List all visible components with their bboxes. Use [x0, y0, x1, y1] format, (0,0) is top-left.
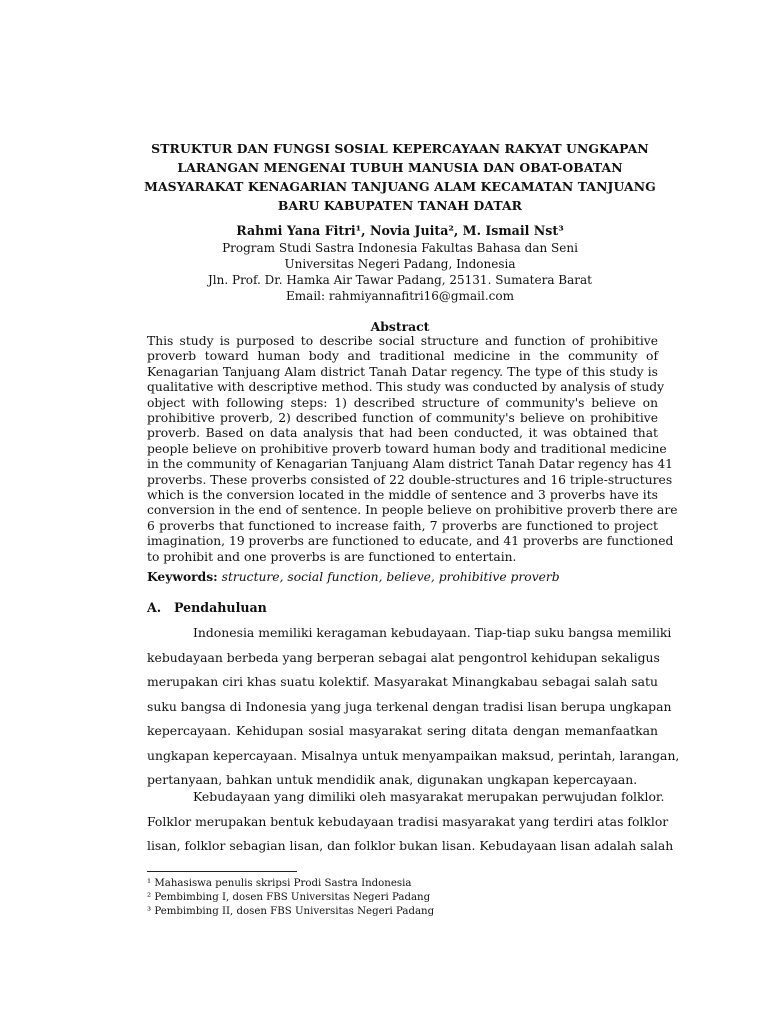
footnote-2: ² Pembimbing I, dosen FBS Universitas Negeri Padang [147, 892, 431, 904]
paragraph-1 [147, 621, 680, 793]
abstract-line: conversion in the end of sentence. In people believe on prohibitive proverb there are [147, 503, 678, 518]
abstract-line: 6 proverbs that functioned to increase faith, 7 proverbs are functioned to project [147, 518, 658, 533]
keywords-line [147, 569, 658, 585]
section-heading [147, 600, 267, 616]
keywords-text: structure, social function, believe, prohibitive proverb [217, 570, 560, 584]
abstract-line: prohibitive proverb, 2) described function of community's believe on prohibitive [147, 411, 658, 426]
section-number: A. [147, 600, 162, 615]
abstract-line: imagination, 19 proverbs are functioned to educate, and 41 proverbs are functioned [147, 534, 674, 549]
abstract-line: Kenagarian Tanjuang Alam district Tanah Datar regency. The type of this study is [147, 364, 658, 379]
affiliation-line: Jln. Prof. Dr. Hamka Air Tawar Padang, 25131. Sumatera Barat [207, 273, 592, 287]
abstract-line: object with following steps: 1) described structure of community's believe on [147, 395, 658, 410]
abstract-body [147, 334, 678, 565]
paper-title [140, 139, 660, 215]
paragraph-line: kepercayaan. Kehidupan sosial masyarakat sering ditata dengan memanfaatkan [147, 723, 658, 738]
section-title: Pendahuluan [174, 600, 267, 615]
abstract-line: qualitative with descriptive method. This study was conducted by analysis of study [147, 380, 665, 395]
title-line: LARANGAN MENGENAI TUBUH MANUSIA DAN OBAT-OBATAN [177, 160, 623, 175]
abstract-line: This study is purposed to describe social structure and function of prohibitive [147, 334, 658, 348]
footnote-3: ³ Pembimbing II, dosen FBS Universitas Negeri Padang [147, 906, 435, 918]
author-list: Rahmi Yana Fitri¹, Novia Juita², M. Ismail Nst³ [236, 223, 564, 238]
footnote-divider [147, 871, 297, 872]
abstract-line: proverb. Based on data analysis that had been conducted, it was obtained that [147, 426, 658, 441]
affiliation-block [140, 240, 660, 304]
paragraph-line: merupakan ciri khas suatu kolektif. Masyarakat Minangkabau sebagai salah satu [147, 674, 658, 689]
abstract-line: in the community of Kenagarian Tanjuang Alam district Tanah Datar regency has 41 [147, 457, 673, 472]
paragraph-line: Folklor merupakan bentuk kebudayaan tradisi masyarakat yang terdiri atas folklor [147, 813, 669, 829]
paragraph-line: lisan, folklor sebagian lisan, dan folklor bukan lisan. Kebudayaan lisan adalah salah [147, 838, 674, 853]
paragraph-line: ungkapan kepercayaan. Misalnya untuk menyampaikan maksud, perintah, larangan, [147, 747, 680, 763]
abstract-line: proverb toward human body and traditional medicine in the community of [147, 349, 658, 364]
abstract-line: to prohibit and one proverbs is are functioned to entertain. [147, 549, 517, 564]
abstract-line: proverbs. These proverbs consisted of 22 double-structures and 16 triple-structures [147, 472, 673, 487]
paragraph-2 [147, 785, 674, 859]
abstract-heading: Abstract [370, 319, 430, 334]
paragraph-line: Kebudayaan yang dimiliki oleh masyarakat merupakan perwujudan folklor. [193, 789, 665, 804]
title-line: STRUKTUR DAN FUNGSI SOSIAL KEPERCAYAAN RAKYAT UNGKAPAN [151, 141, 649, 156]
abstract-line: people believe on prohibitive proverb toward human body and traditional medicine [147, 441, 667, 456]
footnote-1: ¹ Mahasiswa penulis skripsi Prodi Sastra Indonesia [147, 878, 412, 889]
title-line: BARU KABUPATEN TANAH DATAR [277, 198, 523, 213]
affiliation-line: Universitas Negeri Padang, Indonesia [284, 257, 516, 271]
author-email: Email: rahmiyannafitri16@gmail.com [286, 289, 514, 303]
abstract-line: which is the conversion located in the middle of sentence and 3 proverbs have its [147, 488, 658, 503]
paragraph-line: Indonesia memiliki keragaman kebudayaan. Tiap-tiap suku bangsa memiliki [193, 625, 672, 640]
paragraph-line: kebudayaan berbeda yang berperan sebagai alat pengontrol kehidupan sekaligus [147, 649, 660, 665]
keywords-label: Keywords: [147, 569, 218, 584]
title-line: MASYARAKAT KENAGARIAN TANJUANG ALAM KECAMATAN TANJUANG [144, 179, 656, 194]
paragraph-line: suku bangsa di Indonesia yang juga terkenal dengan tradisi lisan berupa ungkapan [147, 698, 672, 714]
footnotes [147, 877, 658, 920]
paragraph-line: pertanyaan, bahkan untuk mendidik anak, digunakan ungkapan kepercayaan. [147, 772, 638, 787]
affiliation-line: Program Studi Sastra Indonesia Fakultas Bahasa dan Seni [222, 241, 578, 255]
